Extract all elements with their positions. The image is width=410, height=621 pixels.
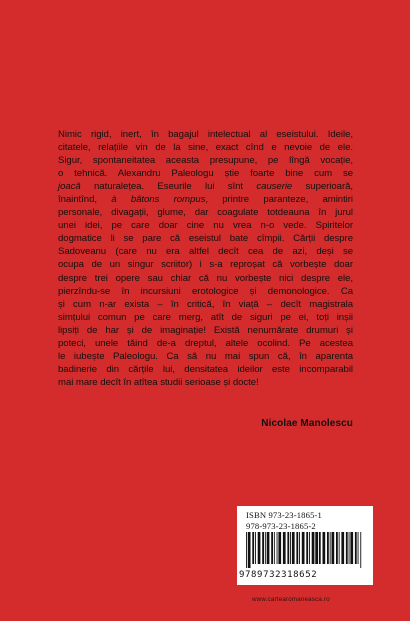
blurb-line: pierzîndu-se în incursiuni erotologice și demonologice. Ca xyxy=(58,285,353,297)
blurb-line: Nimic rigid, inert, în bagajul intelectual al eseistului. Ideile, xyxy=(58,129,353,140)
blurb-line: simțului comun pe care merg, atît de siguri pe ei, toți inșii xyxy=(58,311,353,323)
barcode-bar xyxy=(339,532,340,564)
blurb-italic-phrase: joacă xyxy=(58,181,81,193)
blurb-line: lipsiți de har și de imaginație! Există nenumărate drumuri și xyxy=(58,324,353,336)
barcode-bar xyxy=(274,532,275,564)
blurb-line: badinerie din cărțile lui, densitatea ideilor este incomparabil xyxy=(58,363,353,375)
barcode-graphic xyxy=(246,532,362,568)
barcode-bar xyxy=(319,532,321,564)
blurb-line: despre trei opere sau chiar că nu vorbește nici despre ele, xyxy=(58,272,353,284)
barcode-bar xyxy=(327,532,329,564)
barcode-bar xyxy=(358,532,359,564)
barcode-bar xyxy=(283,532,286,564)
barcode-bar xyxy=(350,532,353,564)
barcode-bar xyxy=(355,532,357,564)
barcode-bar xyxy=(255,532,256,564)
barcode-bar xyxy=(271,532,273,564)
barcode-bar xyxy=(287,532,289,564)
barcode-bar xyxy=(262,532,264,564)
barcode-bar xyxy=(315,532,318,564)
barcode-bar xyxy=(309,532,310,564)
barcode-bar xyxy=(252,532,254,564)
barcode-bar xyxy=(360,532,361,568)
barcode-bar xyxy=(302,532,305,564)
blurb-line: înaintînd, à bâtons rompus, printre paranteze, amintiri xyxy=(58,194,353,206)
barcode-bar xyxy=(306,532,308,564)
blurb-line: personale, divagații, glume, dar coagulate totdeauna în jurul xyxy=(58,207,353,219)
blurb-line: mai mare decît în atîtea studii serioase și docte! xyxy=(58,376,259,388)
barcode-bar xyxy=(336,532,338,564)
isbn-13-label: 978-973-23-1865-2 xyxy=(246,521,316,531)
barcode-bar xyxy=(341,532,344,564)
blurb-line: unei idei, pe care doar cine nu vrea n-o vede. Spiritelor xyxy=(58,220,353,232)
barcode-bar xyxy=(267,532,270,564)
barcode-bar xyxy=(292,532,295,564)
barcode-bar xyxy=(332,532,335,564)
barcode-bar xyxy=(246,532,247,568)
barcode-bar xyxy=(248,532,251,568)
blurb-line: Sadoveanu (care nu era altfel decît cea de azi, deși se xyxy=(58,246,353,258)
blurb-line: le iubește Paleologu. Ca să nu mai spun că, în aparenta xyxy=(58,350,353,362)
barcode-bar xyxy=(258,532,261,564)
barcode-digits: 9789732318652 xyxy=(239,570,318,580)
barcode-bar xyxy=(277,532,278,564)
blurb-line: ocupa de un singur scriitor) i s-a reproșat că vorbește doar xyxy=(58,259,353,271)
barcode-bar xyxy=(290,532,291,564)
isbn-10-label: ISBN 973-23-1865-1 xyxy=(246,510,322,520)
blurb-line: dogmatice li se pare că eseistul bate cîmpii. Cărții despre xyxy=(58,233,353,245)
barcode-bar xyxy=(346,532,348,564)
barcode-bar xyxy=(349,532,350,564)
blurb-italic-phrase: à bâtons rompus xyxy=(111,194,206,206)
blurb-line: o tehnică. Alexandru Paleologu știe foarte bine cum se xyxy=(58,168,353,180)
blurb-line: poteci, unele tăind de-a dreptul, altele ocolind. Pe acestea xyxy=(58,337,353,349)
blurb-italic-phrase: causerie xyxy=(256,181,293,193)
barcode-bar xyxy=(265,532,266,564)
blurb-line: Sigur, spontaneitatea aceasta presupune, pe lîngă vocație, xyxy=(58,155,353,167)
barcode-bar xyxy=(323,532,326,564)
barcode-bar xyxy=(296,532,298,564)
barcode-bar xyxy=(278,532,281,564)
barcode-bar xyxy=(312,532,315,564)
blurb-line: și cum n-ar exista – în critică, în viață – decît magistrala xyxy=(58,298,353,310)
blurb-line: joacă naturalețea. Eseurile lui sînt causerie superioară, xyxy=(58,181,354,193)
back-cover-blurb xyxy=(58,128,353,389)
publisher-url: www.cartearomaneasca.ro xyxy=(252,596,330,603)
blurb-author: Nicolae Manolescu xyxy=(261,418,353,429)
blurb-line: citatele, relațiile vin de la sine, exact cînd e nevoie de ele. xyxy=(58,142,353,154)
barcode-bar xyxy=(299,532,300,564)
barcode-bar xyxy=(330,532,331,564)
